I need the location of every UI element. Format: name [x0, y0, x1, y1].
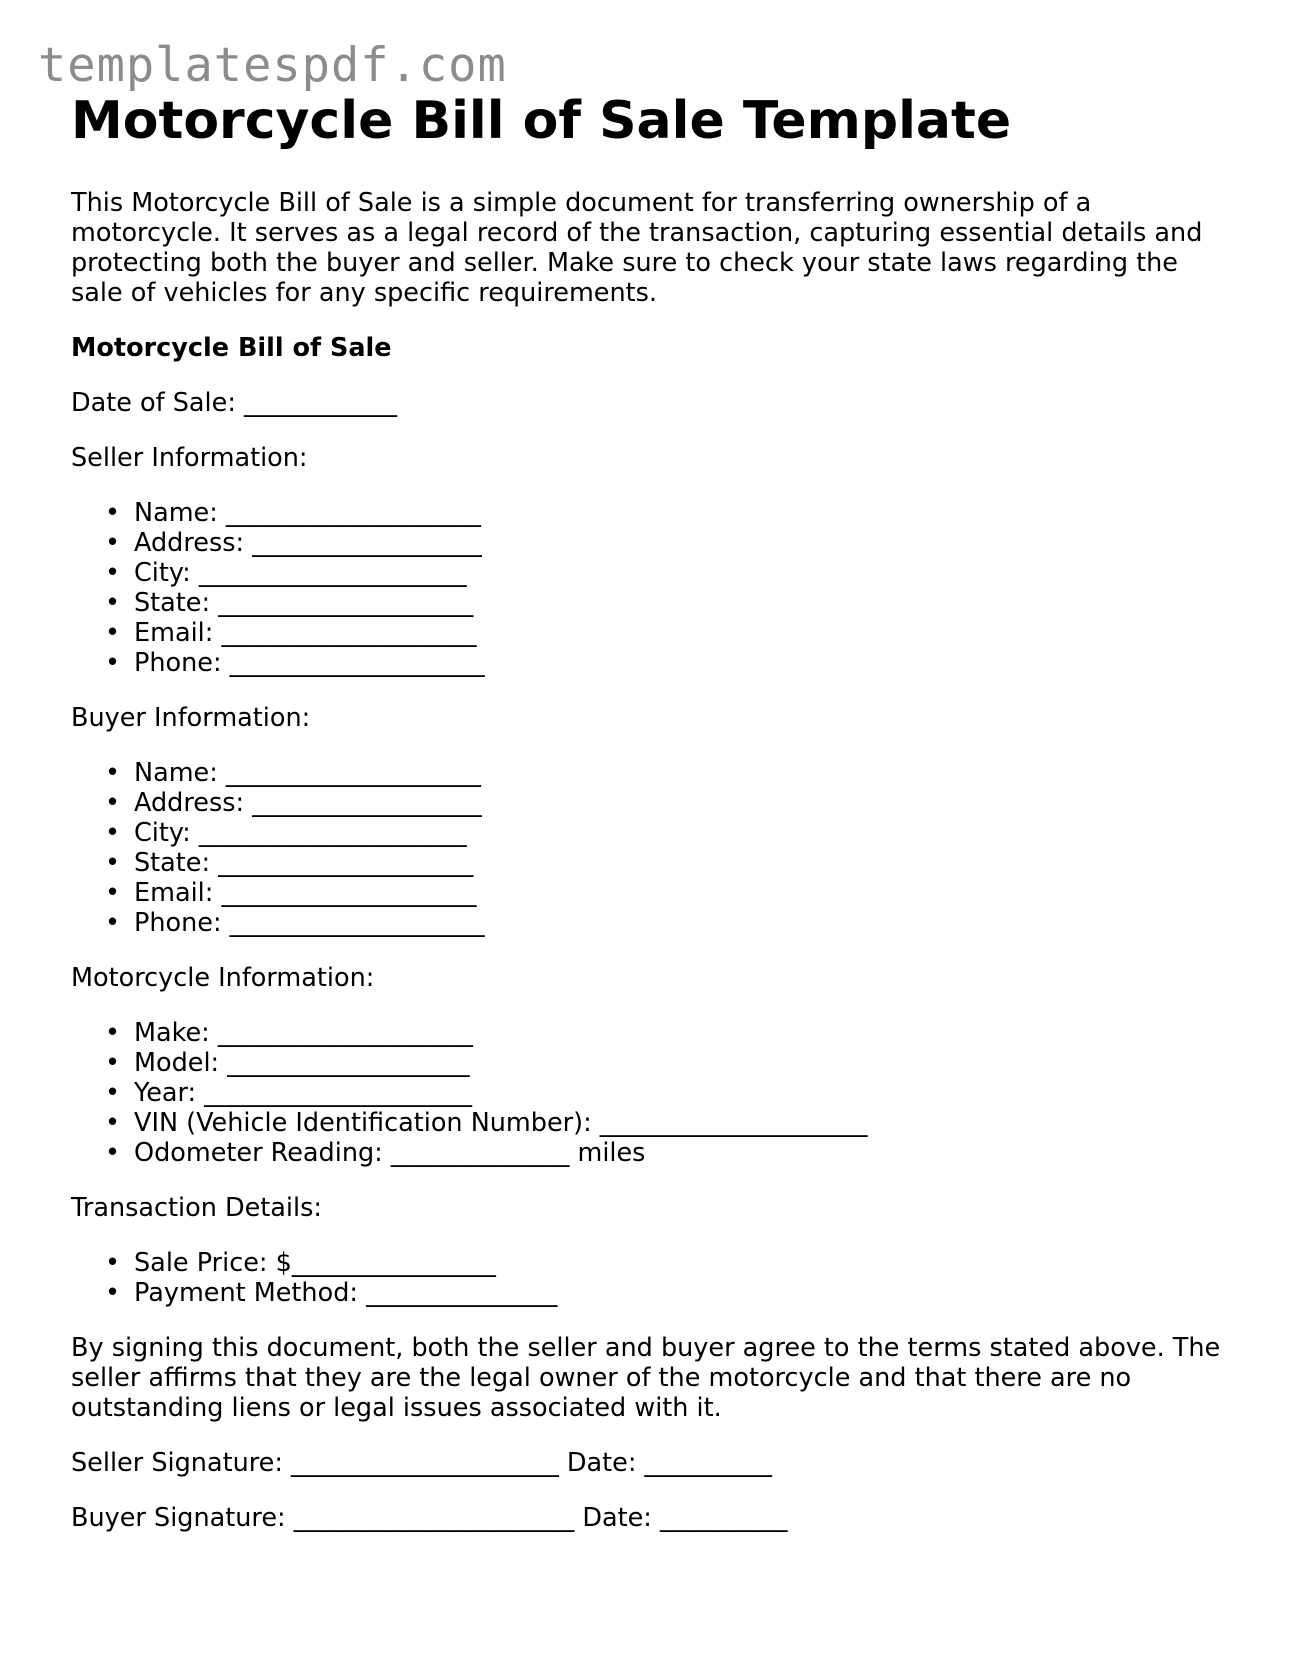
list-item	[105, 1078, 1231, 1108]
list-item	[105, 558, 1231, 588]
motorcycle-section-heading: Motorcycle Information:	[71, 963, 375, 993]
list-item	[105, 528, 1231, 558]
seller-phone-field: Phone: ____________________	[134, 648, 485, 678]
bullet-icon: •	[105, 758, 121, 788]
motorcycle-model-field: Model: ___________________	[134, 1048, 470, 1078]
sale-price-field: Sale Price: $________________	[134, 1248, 496, 1278]
seller-address-field: Address: __________________	[134, 528, 482, 558]
transaction-section-heading: Transaction Details:	[71, 1193, 322, 1223]
payment-method-field: Payment Method: _______________	[134, 1278, 558, 1308]
buyer-email-field: Email: ____________________	[134, 878, 477, 908]
intro-paragraph: This Motorcycle Bill of Sale is a simple document for transferring ownership of a motorcycle. It serves as a legal record of the transaction, capturing essential details and protecting both the buyer and seller. Make sure to check your state laws regarding the sale of vehicles for any specific requirements.	[71, 188, 1203, 308]
list-item	[105, 648, 1231, 678]
seller-email-field: Email: ____________________	[134, 618, 477, 648]
transaction-info-list	[71, 1248, 1231, 1308]
bullet-icon: •	[105, 848, 121, 878]
list-item	[105, 878, 1231, 908]
list-item	[105, 498, 1231, 528]
list-item	[105, 618, 1231, 648]
seller-name-field: Name: ____________________	[134, 498, 481, 528]
bullet-icon: •	[105, 1138, 121, 1168]
motorcycle-vin-field: VIN (Vehicle Identification Number): _____________________	[134, 1108, 868, 1138]
bullet-icon: •	[105, 558, 121, 588]
seller-state-field: State: ____________________	[134, 588, 474, 618]
bullet-icon: •	[105, 1108, 121, 1138]
list-item	[105, 1018, 1231, 1048]
bullet-icon: •	[105, 1248, 121, 1278]
list-item	[105, 1278, 1231, 1308]
bullet-icon: •	[105, 618, 121, 648]
seller-city-field: City: _____________________	[134, 558, 467, 588]
list-item	[105, 1138, 1231, 1168]
buyer-address-field: Address: __________________	[134, 788, 482, 818]
bullet-icon: •	[105, 588, 121, 618]
agreement-paragraph: By signing this document, both the seller and buyer agree to the terms stated above. The seller affirms that they are the legal owner of the motorcycle and that there are no outstanding liens or legal issues associated with it.	[71, 1333, 1221, 1423]
watermark: templatespdf.com	[38, 38, 507, 93]
bullet-icon: •	[105, 1278, 121, 1308]
buyer-signature-field: Buyer Signature: ______________________ Date: __________	[71, 1503, 788, 1533]
motorcycle-make-field: Make: ____________________	[134, 1018, 473, 1048]
buyer-city-field: City: _____________________	[134, 818, 467, 848]
seller-info-list	[71, 498, 1231, 678]
bullet-icon: •	[105, 1018, 121, 1048]
motorcycle-info-list	[71, 1018, 1231, 1168]
list-item	[105, 818, 1231, 848]
buyer-state-field: State: ____________________	[134, 848, 474, 878]
list-item	[105, 908, 1231, 938]
bullet-icon: •	[105, 1048, 121, 1078]
seller-signature-field: Seller Signature: _____________________ Date: __________	[71, 1448, 773, 1478]
list-item	[105, 788, 1231, 818]
motorcycle-odometer-field: Odometer Reading: ______________ miles	[134, 1138, 646, 1168]
list-item	[105, 848, 1231, 878]
bullet-icon: •	[105, 908, 121, 938]
buyer-phone-field: Phone: ____________________	[134, 908, 485, 938]
bullet-icon: •	[105, 878, 121, 908]
document-page	[71, 86, 1231, 1533]
bullet-icon: •	[105, 528, 121, 558]
form-heading: Motorcycle Bill of Sale	[71, 333, 392, 363]
list-item	[105, 588, 1231, 618]
list-item	[105, 1108, 1231, 1138]
date-of-sale-field: Date of Sale: ____________	[71, 388, 398, 418]
buyer-name-field: Name: ____________________	[134, 758, 481, 788]
buyer-info-list	[71, 758, 1231, 938]
bullet-icon: •	[105, 788, 121, 818]
bullet-icon: •	[105, 1078, 121, 1108]
bullet-icon: •	[105, 648, 121, 678]
motorcycle-year-field: Year: _____________________	[134, 1078, 472, 1108]
bullet-icon: •	[105, 818, 121, 848]
list-item	[105, 1248, 1231, 1278]
page-title: Motorcycle Bill of Sale Template	[71, 91, 1012, 151]
bullet-icon: •	[105, 498, 121, 528]
buyer-section-heading: Buyer Information:	[71, 703, 311, 733]
list-item	[105, 758, 1231, 788]
list-item	[105, 1048, 1231, 1078]
seller-section-heading: Seller Information:	[71, 443, 308, 473]
